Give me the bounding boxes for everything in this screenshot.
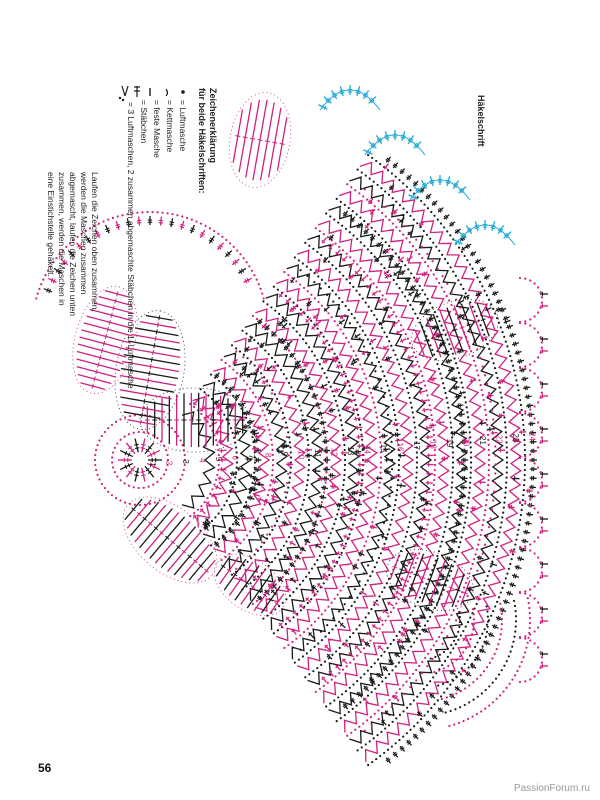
row-number-label: 13 — [346, 446, 355, 456]
legend-label-dc: = Stäbchen — [139, 100, 149, 144]
row-number-label: 2 — [164, 460, 174, 466]
legend-label-cluster: = 3 Luftmaschen, 2 zusammen abgemaschte Stäbchen in die 1. Luftmasche — [126, 102, 136, 389]
row-number-label: 12 — [329, 447, 339, 457]
row-number-label: 7 — [247, 454, 256, 459]
legend-note — [46, 171, 100, 316]
row-number-label: 17 — [412, 441, 421, 451]
row-number-label: 8 — [263, 452, 273, 458]
row-number-label: 21 — [478, 436, 487, 445]
cluster-icon — [119, 86, 128, 101]
row-number-label: 23 — [511, 433, 520, 443]
legend-item-chain — [178, 90, 188, 151]
page-number: 56 — [38, 761, 52, 775]
slip-stitch-icon — [166, 89, 168, 96]
legend-label-sc: = feste Masche — [152, 100, 162, 158]
row-number-label: 3 — [181, 459, 190, 464]
row-number-label: 22 — [494, 434, 504, 444]
row-number-label: 10 — [296, 450, 306, 460]
row-number-label: 5 — [214, 456, 223, 462]
row-number-label: 19 — [445, 438, 454, 448]
row-number-label: 4 — [197, 458, 207, 463]
row-number-label: 18 — [428, 439, 438, 449]
row-number-label: 20 — [461, 437, 471, 447]
legend-label-chain: = Luftmasche — [178, 100, 188, 152]
note-line-5: eine Einstichstelle gehäkelt. — [46, 172, 56, 277]
legend-item-sc — [150, 88, 162, 158]
chart-motifs — [35, 85, 548, 766]
legend-label-slip: = Kettmasche — [165, 100, 175, 153]
note-line-4: zusammen, werden die Maschen in — [57, 172, 67, 306]
legend-subheading: für beide Häkelschriften: — [197, 88, 207, 194]
watermark: PassionForum.ru — [513, 783, 590, 794]
row-number-label: 16 — [395, 442, 405, 452]
note-line-1: Laufen die Zeichen oben zusammen, — [90, 172, 100, 312]
legend-item-cluster — [119, 86, 136, 389]
row-number-label: 24 — [527, 432, 537, 442]
row-number-label: 6 — [230, 455, 240, 460]
legend-item-slip — [165, 89, 175, 152]
legend — [119, 86, 218, 389]
row-number-label: 14 — [362, 445, 372, 455]
row-number-label: 15 — [379, 443, 388, 453]
note-line-2: werden die Maschen zusammen — [79, 172, 89, 295]
note-line-3: abgemascht, laufen die Zeichen unten — [68, 172, 78, 317]
double-crochet-icon — [134, 86, 140, 97]
legend-heading: Zeichenerklärung — [208, 88, 218, 164]
row-number-label: 11 — [313, 449, 322, 458]
row-number-label: 9 — [280, 451, 289, 457]
row-number-label: 1 — [148, 462, 157, 467]
dot-icon — [181, 90, 185, 94]
chart-title: Häkelschrift — [476, 95, 486, 147]
